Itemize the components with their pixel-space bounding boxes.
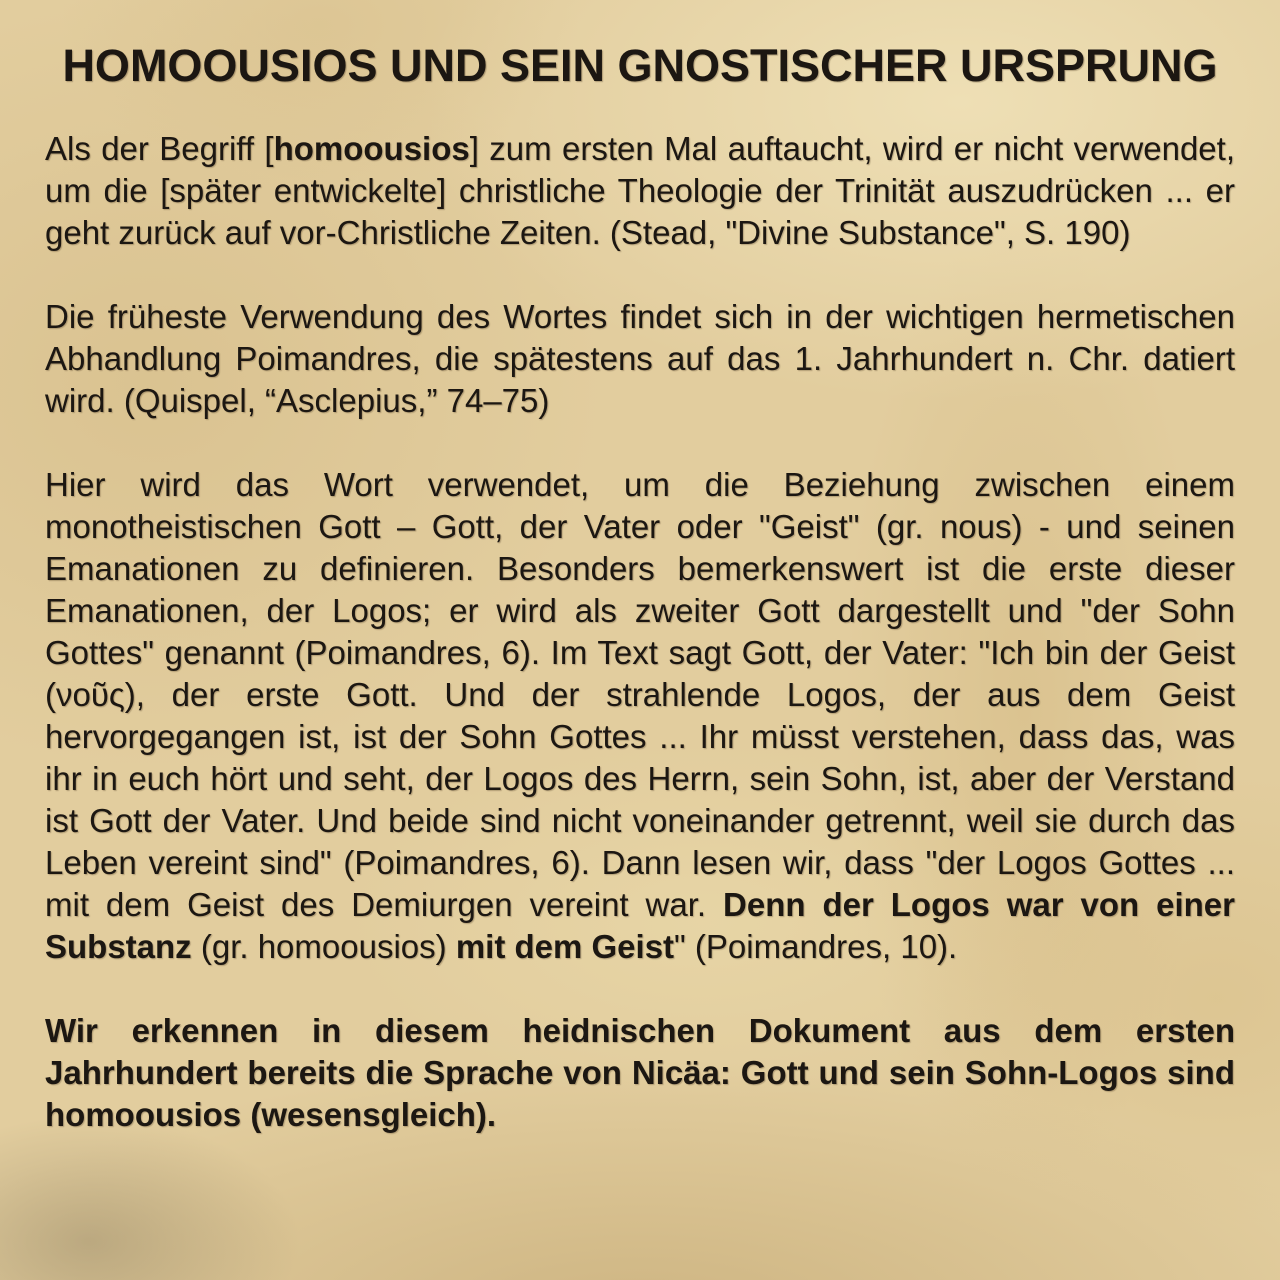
bold-text-run: Wir erkennen in diesem heidnischen Dokument aus dem ersten Jahrhundert bereits die Sprache von Nicäa: Gott und sein Sohn-Logos sind homoousios (wesensgleich). xyxy=(45,1012,1235,1133)
text-run: (gr. homoousios) xyxy=(191,928,456,965)
document-body xyxy=(45,128,1235,1136)
text-run: Als der Begriff [ xyxy=(45,130,274,167)
page-title: HOMOOUSIOS UND SEIN GNOSTISCHER URSPRUNG xyxy=(62,40,1218,91)
bold-text-run: mit dem Geist xyxy=(455,928,675,965)
text-run: Die früheste Verwendung des Wortes findet sich in der wichtigen hermetischen Abhandlung Poimandres, die spätestens auf das 1. Jahrhundert n. Chr. datiert wird. (Quispel, “Asclepius,” 74–75) xyxy=(45,298,1235,419)
bold-text-run: homoousios xyxy=(273,130,470,167)
paragraph-4 xyxy=(45,1010,1235,1136)
text-run: ] zum ersten Mal auftaucht, wird er nicht verwendet, um die [später entwickelte] christliche Theologie der Trinität auszudrücken ... er geht zurück auf vor-Christliche Zeiten. (Stead, "Divine Substance", S. 190) xyxy=(45,130,1235,251)
text-run: " (Poimandres, 10). xyxy=(674,928,958,965)
paragraph-2 xyxy=(45,296,1235,422)
paragraph-1 xyxy=(45,128,1235,254)
bold-text-run: Denn der Logos war von einer Substanz xyxy=(45,886,1235,965)
text-run: Hier wird das Wort verwendet, um die Beziehung zwischen einem monotheistischen Gott – Gott, der Vater oder "Geist" (gr. nous) - und seinen Emanationen zu definieren. Besonders bemerkenswert ist die erste dieser Emanationen, der Logos; er wird als zweiter Gott dargestellt und "der Sohn Gottes" genannt (Poimandres, 6). Im Text sagt Gott, der Vater: "Ich bin der Geist (νοῦς), der erste Gott. Und der strahlende Logos, der aus dem Geist hervorgegangen ist, ist der Sohn Gottes ... Ihr müsst verstehen, dass das, was ihr in euch hört und seht, der Logos des Herrn, sein Sohn, ist, aber der Verstand ist Gott der Vater. Und beide sind nicht voneinander getrennt, weil sie durch das Leben vereint sind" (Poimandres, 6). Dann lesen wir, dass "der Logos Gottes ... mit dem Geist des Demiurgen vereint war. xyxy=(45,466,1235,923)
paragraph-3 xyxy=(45,464,1235,968)
